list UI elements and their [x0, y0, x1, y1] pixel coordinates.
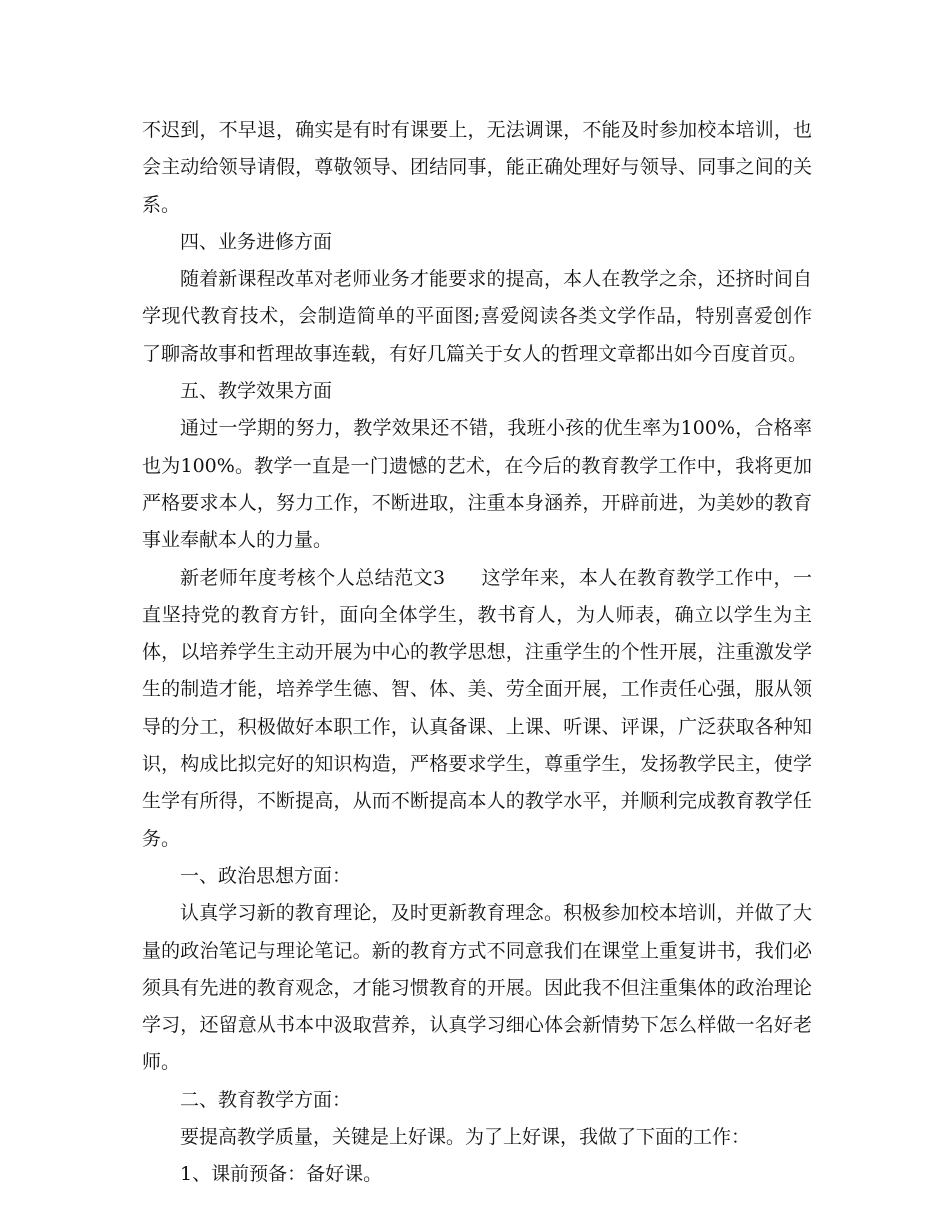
list-item-lesson-preparation: 1、课前预备：备好课。	[180, 1163, 383, 1186]
paragraph-attendance: 不迟到，不早退，确实是有时有课要上，无法调课，不能及时参加校本培训，也会主动给领导请假，尊敬领导、团结同事，能正确处理好与领导、同事之间的关系。	[142, 119, 812, 216]
section-heading-professional-study: 四、业务进修方面	[180, 230, 333, 253]
section-heading-teaching-results: 五、教学效果方面	[180, 380, 333, 403]
paragraph-political-thought: 认真学习新的教育理论，及时更新教育理念。积极参加校本培训，并做了大量的政治笔记与理论笔记。新的教育方式不同意我们在课堂上重复讲书，我们必须具有先进的教育观念，才能习惯教育的开展。因此我不但注重集体的政治理论学习，还留意从书本中汲取营养，认真学习细心体会新情势下怎么样做一名好老师。	[142, 902, 812, 1074]
paragraph-education-teaching: 要提高教学质量，关键是上好课。为了上好课，我做了下面的工作：	[180, 1126, 751, 1149]
paragraph-teaching-results: 通过一学期的努力，教学效果还不错，我班小孩的优生率为100%，合格率也为100%。教学一直是一门遗憾的艺术，在今后的教育教学工作中，我将更加严格要求本人，努力工作，不断进取，注重本身涵养，开辟前进，为美妙的教育事业奉献本人的力量。	[142, 417, 812, 552]
section-heading-political-thought: 一、政治思想方面：	[180, 864, 352, 887]
paragraph-summary-3	[142, 560, 812, 858]
summary-body: 这学年来，本人在教育教学工作中，一直坚持党的教育方针，面向全体学生，教书育人，为人师表，确立以学生为主体，以培养学生主动开展为中心的教学思想，注重学生的个性开展，注重激发学生的制造才能，培养学生德、智、体、美、劳全面开展，工作责任心强，服从领导的分工，积极做好本职工作，认真备课、上课、听课、评课，广泛获取各种知识，构成比拟完好的知识构造，严格要求学生，尊重学生，发扬教学民主，使学生学有所得，不断提高，从而不断提高本人的教学水平，并顺利完成教育教学任务。	[142, 566, 812, 850]
section-heading-education-teaching: 二、教育教学方面：	[180, 1088, 352, 1111]
document-body	[142, 112, 812, 1194]
summary-title: 新老师年度考核个人总结范文3	[180, 566, 446, 589]
paragraph-professional-study: 随着新课程改革对老师业务才能要求的提高，本人在教学之余，还挤时间自学现代教育技术，会制造简单的平面图;喜爱阅读各类文学作品，特别喜爱创作了聊斋故事和哲理故事连载，有好几篇关于女人的哲理文章都出如今百度首页。	[142, 268, 812, 365]
